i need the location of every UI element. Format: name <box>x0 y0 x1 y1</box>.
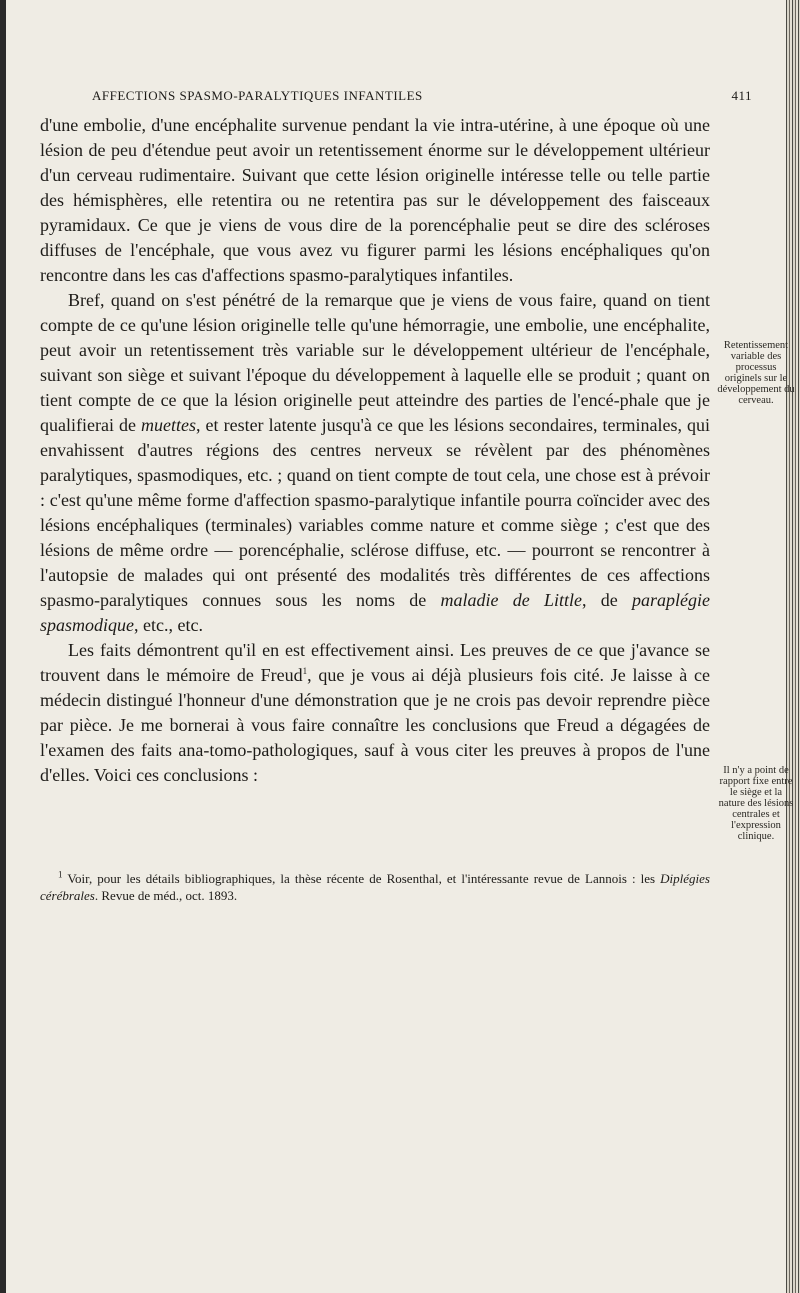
paragraph <box>40 113 710 288</box>
footnote <box>40 870 710 904</box>
paragraph <box>40 288 710 638</box>
text-run: , etc., etc. <box>134 615 203 635</box>
page-number: 411 <box>731 88 752 103</box>
footnote-text <box>40 870 710 904</box>
text-run: Bref, quand on s'est pénétré de la remarque que je viens de vous faire, quand on tient compte de ce qu'une lésion originelle telle qu'une hémorragie, une embolie, une encéphalite, peut avoir un retentissement très variable sur le développement ultérieur de l'encéphale, suivant son siège et suivant l'époque du développement à laquelle elle se produit ; quant on tient compte de ce que la lésion originelle peut atteindre des parties de l'encé-phale que je qualifierai de <box>40 290 710 435</box>
italic-text: maladie de Little <box>440 590 582 610</box>
page-edge <box>786 0 800 1293</box>
text-run: Voir, pour les détails bibliographiques, la thèse récente de Rosenthal, et l'intéressante revue de Lannois : les <box>62 871 661 886</box>
running-head <box>40 88 752 110</box>
footnote-marker: 1 <box>302 666 308 676</box>
italic-text: muettes <box>141 415 197 435</box>
italic-text: paraplégie spasmodique <box>40 590 711 635</box>
text-run: , que je vous ai déjà plusieurs fois cité. Je laisse à ce médecin distingué l'honneur d'une démonstration que je ne crois pas devoir reprendre pièce par pièce. Je me bornerai à vous faire connaître les conclusions que Freud a dégagées de l'examen des faits ana-tomo-pathologiques, sauf à vous citer les preuves à propos de l'une d'elles. Voici ces conclusions : <box>40 665 710 785</box>
running-head-title: AFFECTIONS SPASMO-PARALYTIQUES INFANTILES <box>92 88 423 103</box>
page-binding-shadow <box>0 0 6 1293</box>
footnote-marker: 1 <box>58 869 63 880</box>
body-text <box>40 113 710 788</box>
text-run: , de <box>582 590 633 610</box>
text-run: , et rester latente jusqu'à ce que les lésions secondaires, terminales, qui envahissent d'autres régions des centres nerveux se révèlent par des phénomènes paralytiques, spasmodiques, etc. ; quand on tient compte de tout cela, une chose est à prévoir : c'est qu'une même forme d'affection spasmo-paralytique infantile pourra coïncider avec des lésions encéphaliques (terminales) variables comme nature et comme siège ; c'est que des lésions de même ordre — porencéphalie, sclérose diffuse, etc. — pourront se rencontrer à l'autopsie de malades qui ont présenté des modalités très différentes de ces affections spasmo-paralytiques connues sous les noms de <box>40 415 710 610</box>
margin-note-rapport: Il n'y a point de rapport fixe entre le siège et la nature des lésions centrales et l'expression clinique. <box>718 765 794 842</box>
text-run: d'une embolie, d'une encéphalite survenue pendant la vie intra-utérine, à une époque où une lésion de peu d'étendue peut avoir un retentissement énorme sur le développement ultérieur d'un cerveau rudimentaire. Suivant que cette lésion originelle intéresse telle ou telle partie des hémisphères, elle retentira ou ne retentira pas sur le développement des faisceaux pyramidaux. Ce que je viens de vous dire de la porencéphalie peut se dire des scléroses diffuses de l'encéphale, que vous avez vu figurer parmi les lésions encéphaliques qu'on rencontre dans les cas d'affections spasmo-paralytiques infantiles. <box>40 115 710 285</box>
paragraph <box>40 638 710 788</box>
italic-text: Diplégies cérébrales <box>40 871 710 903</box>
text-run: . Revue de méd., oct. 1893. <box>94 888 238 903</box>
margin-note-retentissement: Retentissement variable des processus originels sur le développement du cerveau. <box>717 340 795 406</box>
text-run: Les faits démontrent qu'il en est effectivement ainsi. Les preuves de ce que j'avance se trouvent dans le mémoire de Freud <box>40 640 710 685</box>
